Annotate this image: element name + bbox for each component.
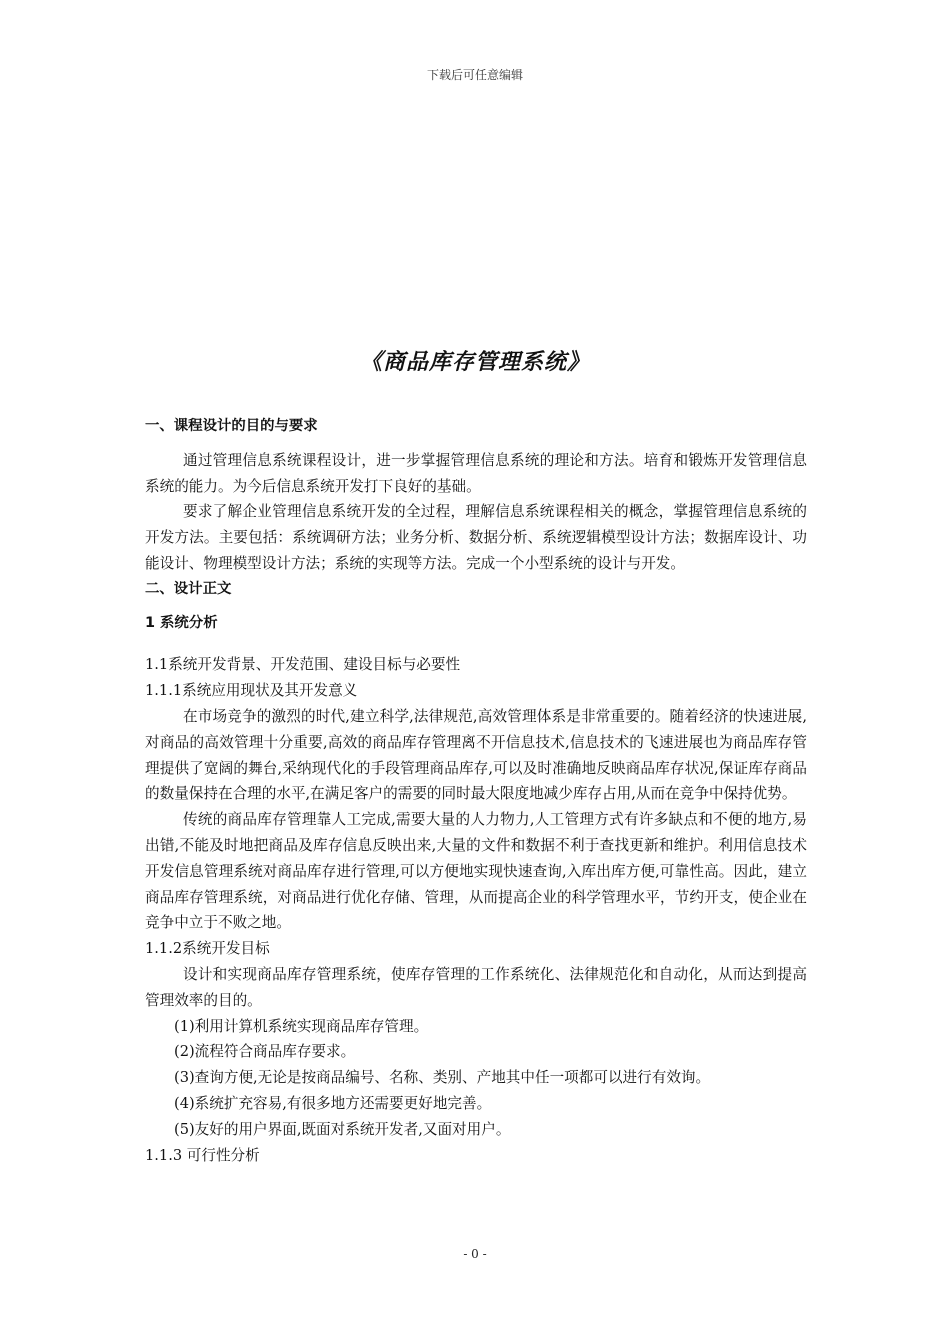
goal-item: (4)系统扩充容易,有很多地方还需要更好地完善。 <box>174 1094 492 1112</box>
paragraph-traditional-management: 传统的商品库存管理靠人工完成,需要大量的人力物力,人工管理方式有许多缺点和不便的地方,易出错,不能及时地把商品及库存信息反映出来,大量的文件和数据不利于查找更新和维护。利用信息技术开发信息管理系统对商品库存进行管理,可以方便地实现快速查询,入库出库方便,可靠性高。因此，建立商品库存管理系统，对商品进行优化存储、管理，从而提高企业的科学管理水平，节约开支，使企业在竞争中立于不败之地。 <box>145 811 807 932</box>
goal-item: (5)友好的用户界面,既面对系统开发者,又面对用户。 <box>174 1120 511 1138</box>
document-body <box>145 414 807 1168</box>
goal-item: (3)查询方便,无论是按商品编号、名称、类别、产地其中任一项都可以进行有效询。 <box>174 1069 711 1087</box>
spacer <box>145 636 807 644</box>
goal-item: (2)流程符合商品库存要求。 <box>174 1043 356 1061</box>
paragraph-purpose: 通过管理信息系统课程设计，进一步掌握管理信息系统的理论和方法。培育和锻炼开发管理信息系统的能力。为今后信息系统开发打下良好的基础。 <box>145 451 807 495</box>
heading-1-1-2: 1.1.2系统开发目标 <box>145 940 270 958</box>
section-heading-design: 二、设计正文 <box>145 580 232 597</box>
heading-1-1-1: 1.1.1系统应用现状及其开发意义 <box>145 682 358 700</box>
heading-1-1: 1.1系统开发背景、开发范围、建设目标与必要性 <box>145 656 461 674</box>
paragraph-requirements: 要求了解企业管理信息系统开发的全过程，理解信息系统课程相关的概念，掌握管理信息系统的开发方法。主要包括：系统调研方法；业务分析、数据分析、系统逻辑模型设计方法；数据库设计、功能设计、物理模型设计方法；系统的实现等方法。完成一个小型系统的设计与开发。 <box>145 503 807 572</box>
paragraph-goals: 设计和实现商品库存管理系统，使库存管理的工作系统化、法律规范化和自动化，从而达到提高管理效率的目的。 <box>145 965 807 1009</box>
header-note: 下载后可任意编辑 <box>426 68 523 82</box>
spacer <box>145 440 807 448</box>
page-number: - 0 - <box>463 1247 487 1261</box>
spacer <box>145 603 807 611</box>
section-heading-purpose: 一、课程设计的目的与要求 <box>145 418 318 434</box>
spacer <box>145 644 807 652</box>
heading-1-1-3: 1.1.3 可行性分析 <box>145 1146 260 1164</box>
subsection-heading-analysis: 1 系统分析 <box>145 614 218 631</box>
document-title: 《商品库存管理系统》 <box>359 349 590 375</box>
paragraph-background: 在市场竞争的激烈的时代,建立科学,法律规范,高效管理体系是非常重要的。随着经济的快速进展,对商品的高效管理十分重要,高效的商品库存管理离不开信息技术,信息技术的飞速进展也为商品库存管理提供了宽阔的舞台,采纳现代化的手段管理商品库存,可以及时准确地反映商品库存状况,保证库存商品的数量保持在合理的水平,在满足客户的需要的同时最大限度地减少库存占用,从而在竞争中保持优势。 <box>145 707 807 803</box>
goal-item: (1)利用计算机系统实现商品库存管理。 <box>174 1017 429 1035</box>
